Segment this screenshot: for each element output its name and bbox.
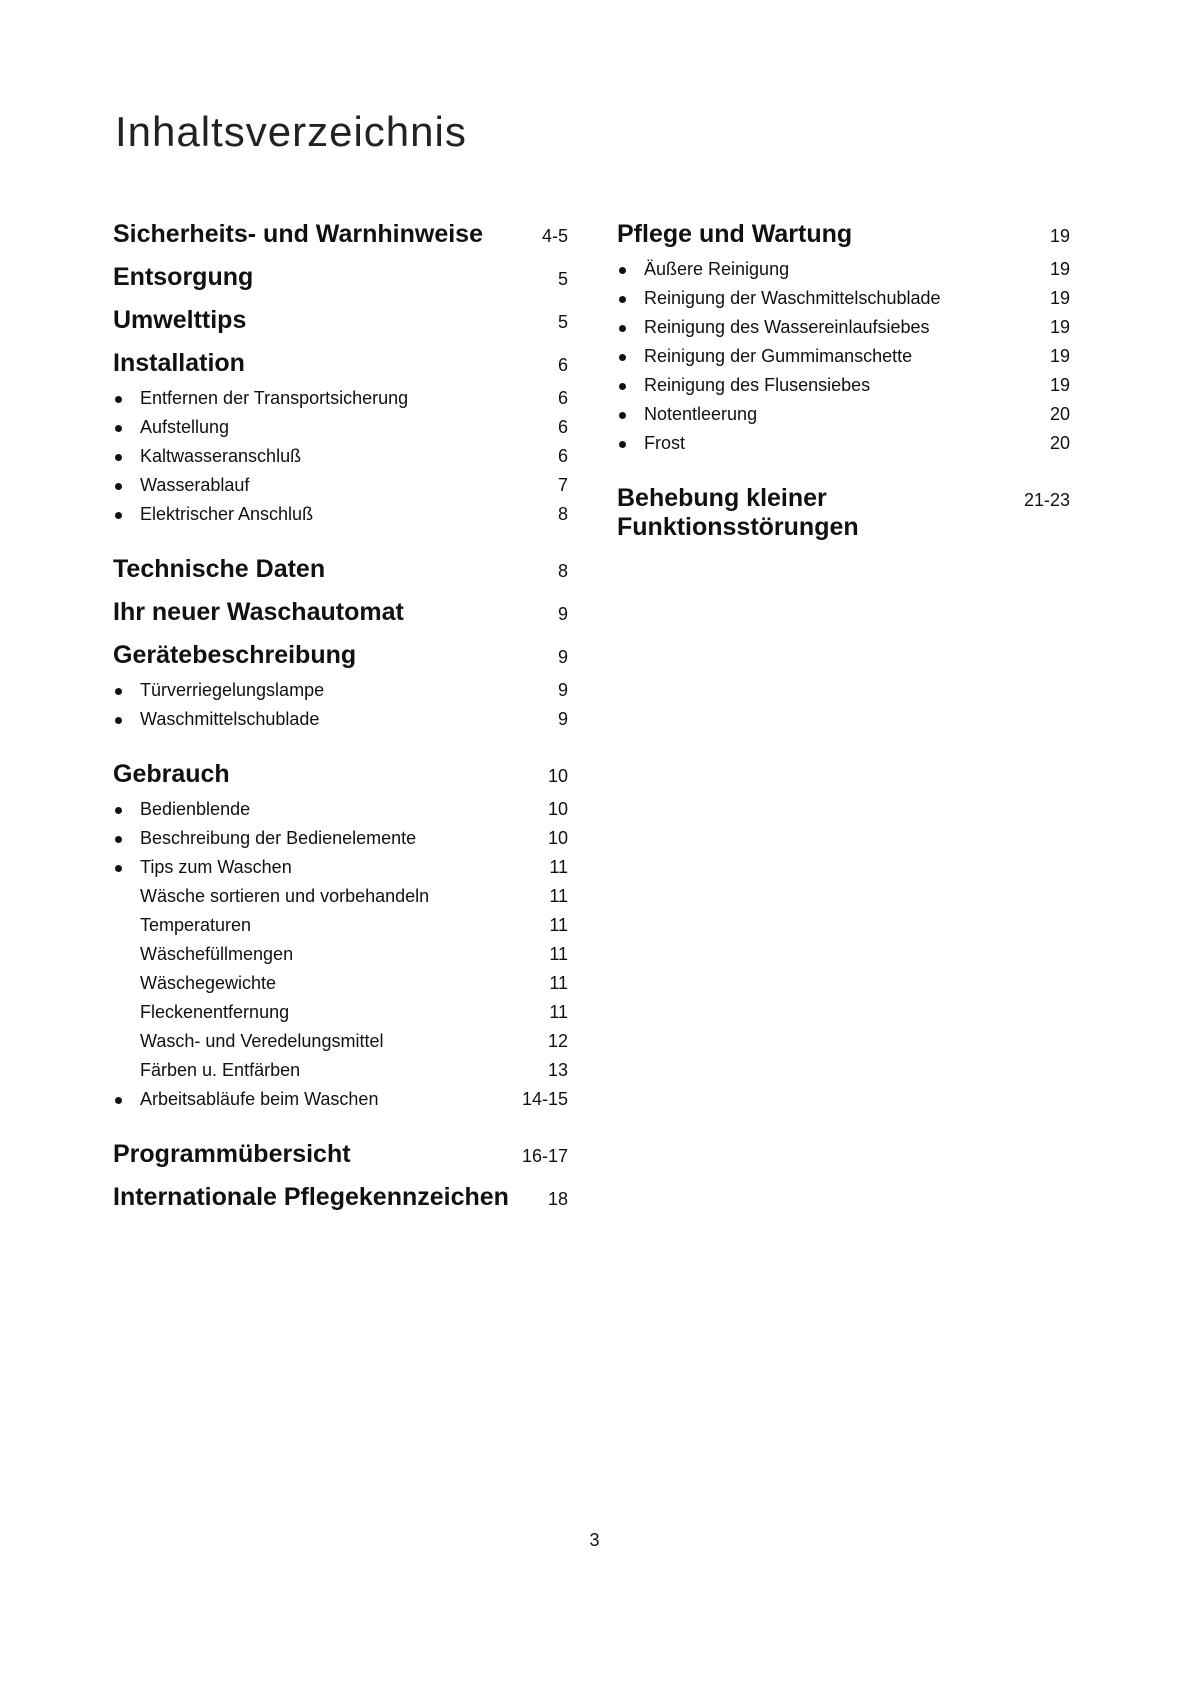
toc-heading-page: 4-5 [541,226,568,246]
toc-item [617,404,1070,433]
toc-heading-page: 19 [1049,226,1070,246]
toc-item-label: Fleckenentfernung [140,1002,290,1022]
page-number: 3 [589,1530,600,1550]
toc-section-behebung-kleiner-funktionsstorungen [617,484,1070,542]
toc-heading [113,306,568,335]
toc-heading-text: Installation [113,349,245,377]
toc-heading-text: Umwelttips [113,306,247,334]
toc-heading-text: Ihr neuer Waschautomat [113,598,404,626]
toc-section-sicherheits-und-warnhinweise [113,220,568,249]
toc-heading [113,1183,568,1212]
toc-section-gebrauch [113,760,568,1118]
toc-item-label: Elektrischer Anschluß [113,504,313,525]
toc-item [113,1089,568,1118]
toc-heading-page: 18 [547,1189,568,1209]
toc-heading [113,555,568,584]
toc-heading-page: 9 [557,604,568,624]
toc-heading [113,760,568,789]
toc-item-page: 10 [547,828,568,848]
toc-item-label: Entfernen der Transportsicherung [113,388,408,409]
toc-heading [113,1140,568,1169]
toc-item-page: 7 [557,475,568,495]
toc-item-page: 12 [547,1031,568,1051]
toc-heading-page: 5 [557,312,568,332]
toc-item-label: Wäschegewichte [140,973,277,993]
toc-section-entsorgung [113,263,568,292]
toc-heading-page: 6 [557,355,568,375]
toc-heading-page: 16-17 [521,1146,568,1166]
page-title: Inhaltsverzeichnis [115,108,467,155]
toc-item-page: 11 [549,944,568,964]
toc-section-pflege-und-wartung [617,220,1070,462]
toc-item [113,504,568,533]
toc-item-page: 6 [557,388,568,408]
toc-item-page: 11 [549,857,568,877]
toc-item-label: Wäsche sortieren und vorbehandeln [140,886,430,906]
toc-heading [617,484,1070,542]
toc-item-label: Wäschefüllmengen [140,944,294,964]
toc-heading-text: Internationale Pflegekennzeichen [113,1183,509,1211]
toc-item-page: 6 [557,417,568,437]
toc-item-page: 11 [549,1002,568,1022]
toc-item [113,944,568,973]
toc-heading-text: Gebrauch [113,760,230,788]
toc-item-page: 6 [557,446,568,466]
toc-heading-page: 5 [557,269,568,289]
toc-item [113,1031,568,1060]
toc-item [617,346,1070,375]
toc-item [113,915,568,944]
toc-item-label: Temperaturen [140,915,252,935]
toc-item [617,288,1070,317]
toc-item-label: Wasch- und Veredelungsmittel [140,1031,384,1051]
toc-item [113,886,568,915]
toc-item-label: Notentleerung [617,404,757,425]
toc-item [113,680,568,709]
toc-heading [113,220,568,249]
toc-item-label: Frost [617,433,685,454]
toc-item [617,375,1070,404]
toc-item-page: 9 [557,680,568,700]
toc-item-list [113,680,568,738]
toc-item-label: Kaltwasseranschluß [113,446,301,467]
toc-item-page: 11 [549,915,568,935]
toc-heading-text: Pflege und Wartung [617,220,853,248]
toc-item-list [113,799,568,1118]
toc-heading [113,641,568,670]
toc-item-page: 19 [1049,317,1070,337]
toc-item-label: Bedienblende [113,799,250,820]
toc-heading-text: Behebung kleiner Funktionsstörungen [617,484,859,541]
toc-section-internationale-pflegekennzeichen [113,1183,568,1212]
toc-item-label: Färben u. Entfärben [140,1060,301,1080]
toc-item-label: Aufstellung [113,417,229,438]
toc-item [113,828,568,857]
toc-item-page: 20 [1049,433,1070,453]
toc-section-umwelttips [113,306,568,335]
toc-item-label: Reinigung der Waschmittelschublade [617,288,941,309]
toc-item-label: Türverriegelungslampe [113,680,324,701]
toc-item-page: 10 [547,799,568,819]
toc-item-page: 8 [557,504,568,524]
toc-section-geratebeschreibung [113,641,568,738]
toc-item [113,709,568,738]
toc-item-label: Reinigung des Flusensiebes [617,375,870,396]
toc-heading-page: 8 [557,561,568,581]
toc-heading-text: Sicherheits- und Warnhinweise [113,220,483,248]
toc-section-installation [113,349,568,533]
toc-item-label: Reinigung der Gummimanschette [617,346,912,367]
toc-item [113,475,568,504]
toc-heading-text: Technische Daten [113,555,326,583]
toc-section-ihr-neuer-waschautomat [113,598,568,627]
toc-heading-text: Gerätebeschreibung [113,641,357,669]
toc-item-label: Äußere Reinigung [617,259,789,280]
toc-item-page: 20 [1049,404,1070,424]
toc-item [617,317,1070,346]
toc-section-technische-daten [113,555,568,584]
toc-item [113,857,568,886]
toc-item-label: Reinigung des Wassereinlaufsiebes [617,317,930,338]
toc-item-page: 14-15 [521,1089,568,1109]
toc-section-programmubersicht [113,1140,568,1169]
toc-left-column [113,220,568,1226]
toc-item-page: 9 [557,709,568,729]
toc-item-page: 11 [549,973,568,993]
toc-heading-text: Programmübersicht [113,1140,351,1168]
toc-item-page: 11 [549,886,568,906]
toc-item [113,1060,568,1089]
toc-item [113,388,568,417]
toc-item-page: 19 [1049,375,1070,395]
toc-heading-page: 21-23 [1023,490,1070,510]
toc-heading-page: 9 [557,647,568,667]
toc-heading [113,598,568,627]
toc-heading-page: 10 [547,766,568,786]
toc-heading [113,263,568,292]
toc-item-label: Wasserablauf [113,475,249,496]
toc-item [617,259,1070,288]
toc-item-page: 19 [1049,288,1070,308]
toc-item-label: Arbeitsabläufe beim Waschen [113,1089,378,1110]
toc-item [113,1002,568,1031]
toc-heading [113,349,568,378]
toc-heading [617,220,1070,249]
toc-item-page: 13 [547,1060,568,1080]
toc-item [113,973,568,1002]
toc-right-column [617,220,1070,556]
toc-item-page: 19 [1049,259,1070,279]
toc-item [617,433,1070,462]
toc-item-label: Waschmittelschublade [113,709,319,730]
toc-item-label: Beschreibung der Bedienelemente [113,828,416,849]
toc-heading-text: Entsorgung [113,263,254,291]
toc-item-page: 19 [1049,346,1070,366]
toc-item [113,446,568,475]
toc-item-label: Tips zum Waschen [113,857,292,878]
toc-item-list [113,388,568,533]
toc-item-list [617,259,1070,462]
toc-item [113,417,568,446]
toc-item [113,799,568,828]
